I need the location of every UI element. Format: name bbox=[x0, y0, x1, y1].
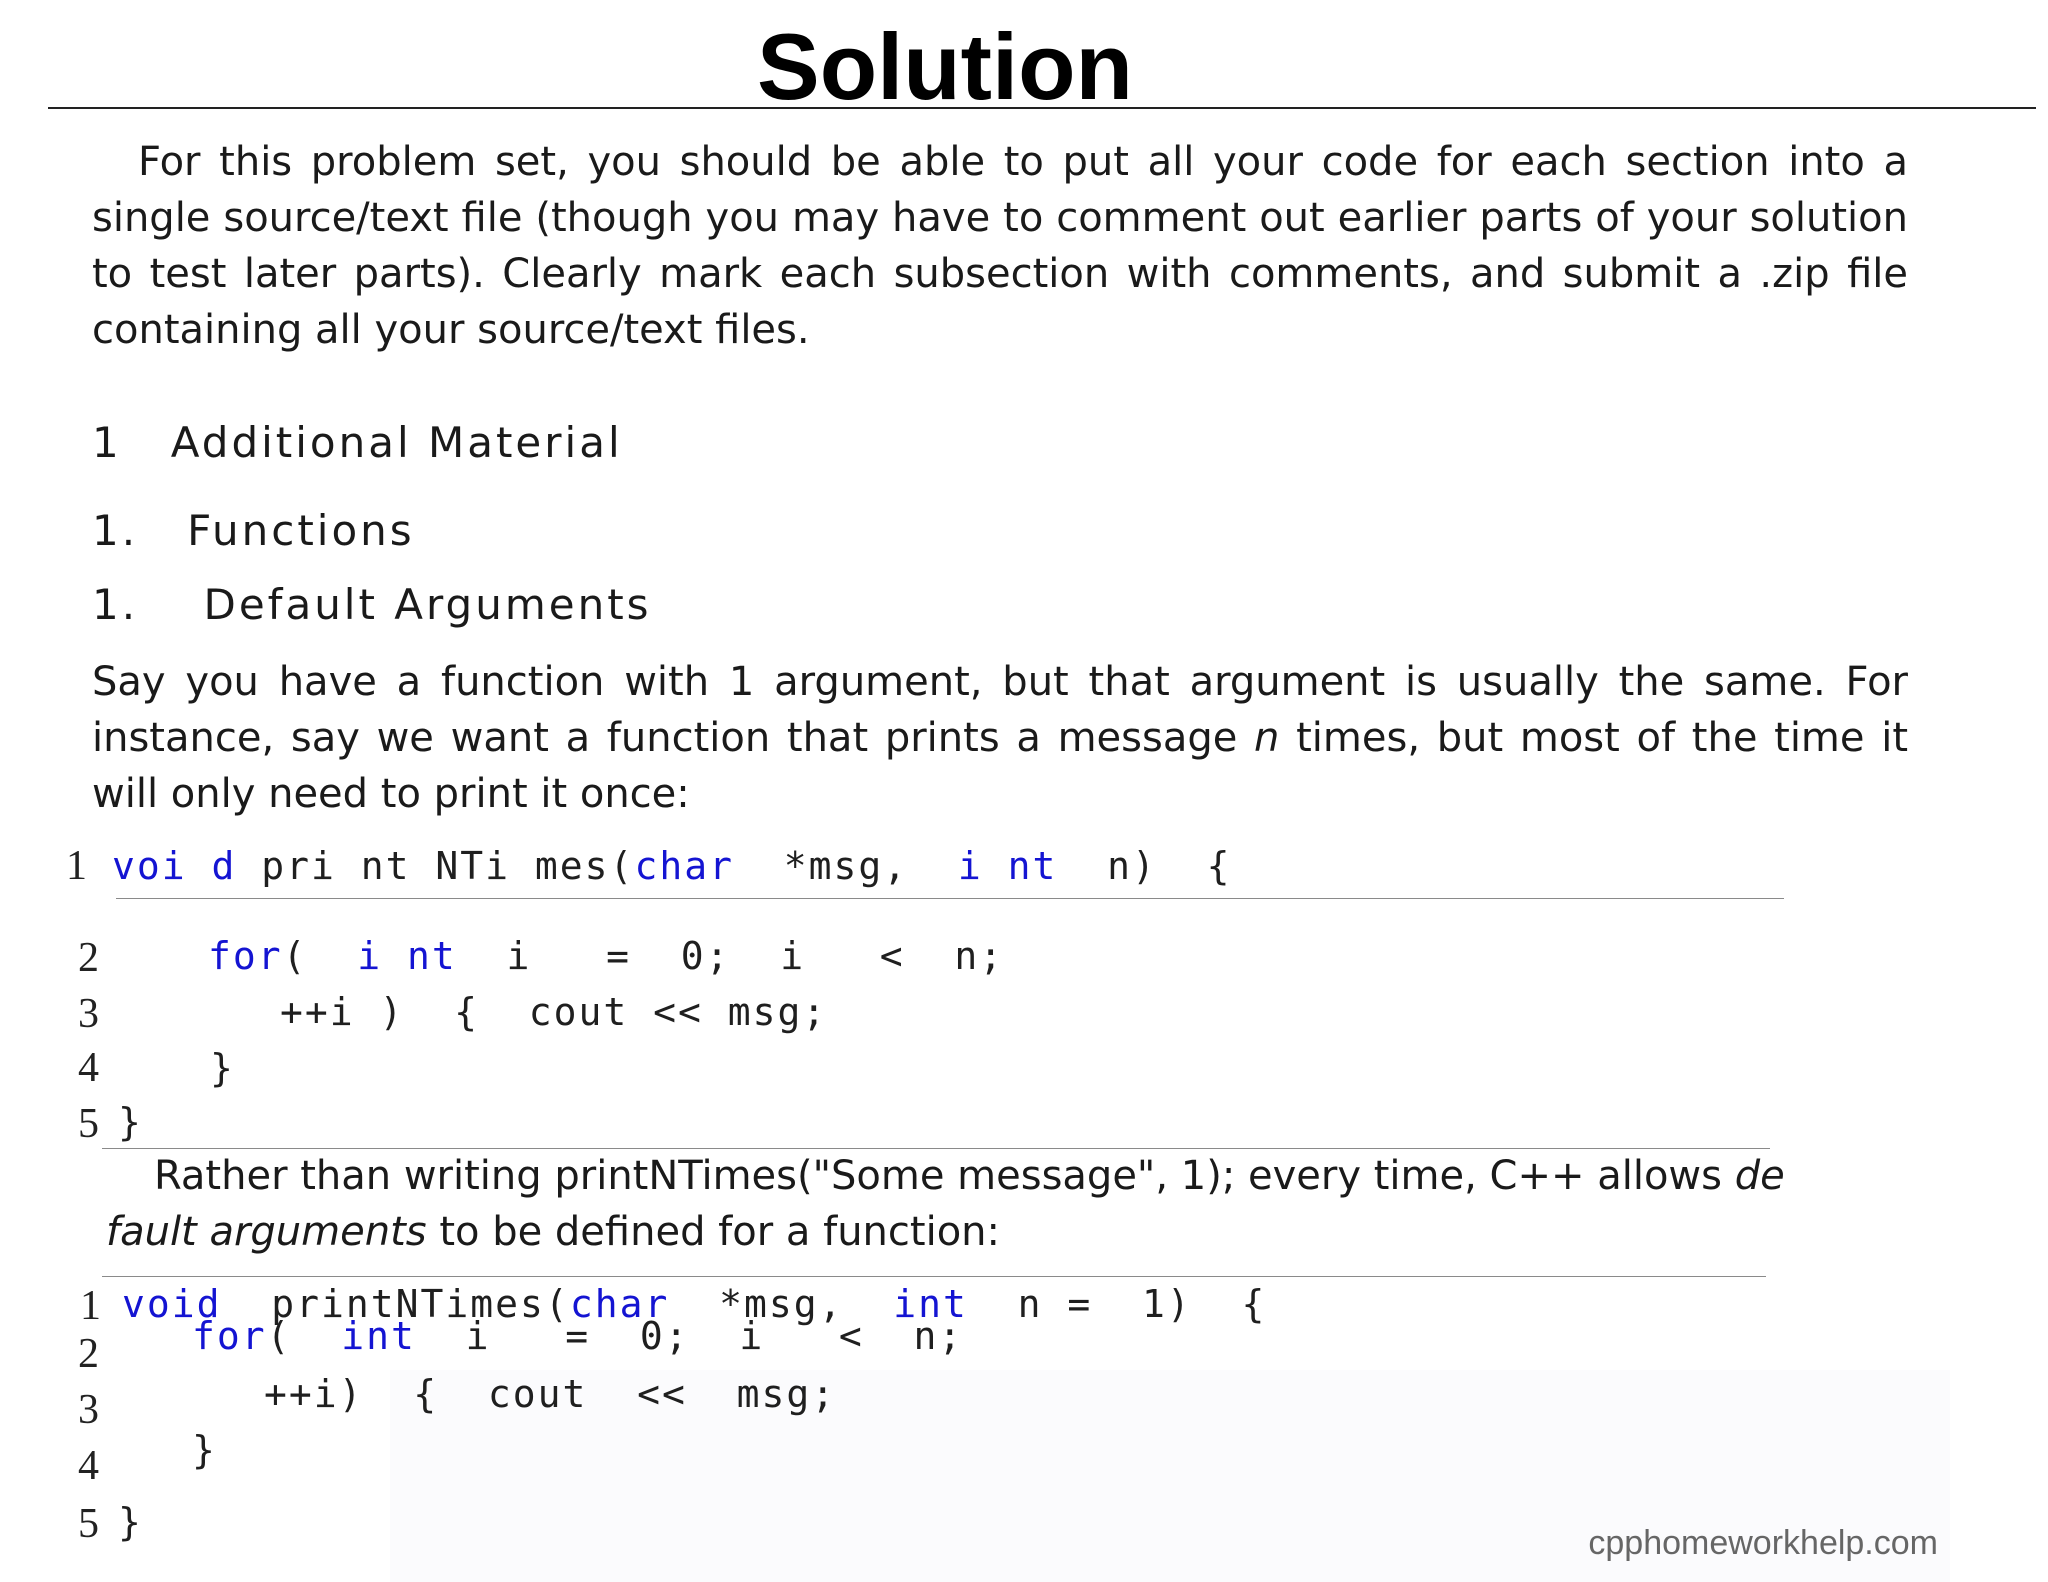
code-text: ( bbox=[282, 934, 358, 978]
section-number: 1 bbox=[92, 418, 122, 467]
code-text: printNTimes( bbox=[221, 1282, 570, 1326]
keyword: i nt bbox=[957, 844, 1058, 888]
keyword: void bbox=[122, 1282, 222, 1326]
subsubsection-heading bbox=[92, 580, 652, 629]
paragraph-text: to be defined for a function: bbox=[426, 1209, 1000, 1255]
keyword: char bbox=[634, 844, 734, 888]
keyword: int bbox=[341, 1314, 416, 1358]
code-rule bbox=[116, 898, 1784, 899]
line-number: 2 bbox=[78, 935, 99, 981]
code-text: *msg, bbox=[669, 1282, 894, 1326]
emphasis-term: de fault arguments bbox=[106, 1153, 1785, 1255]
keyword: char bbox=[569, 1282, 670, 1326]
paragraph-text: Say you have a function with 1 argument, but that argument is usually the same. For instance, say we want a function that prints a message bbox=[92, 659, 1908, 761]
code-line bbox=[192, 1314, 963, 1358]
keyword: for bbox=[192, 1314, 267, 1358]
intro-paragraph: For this problem set, you should be able to put all your code for each section into a single source/text file (though you may have to comment out earlier parts of your solution to test later parts). Clearly mark each subsection with comments, and submit a .zip file containing all your source/text files. bbox=[92, 139, 1908, 353]
code-line bbox=[208, 934, 1004, 978]
keyword: i nt bbox=[357, 934, 457, 978]
paragraph-text: times, but most of the time it will only need to print it once: bbox=[92, 715, 1908, 817]
code-line: } bbox=[118, 1500, 143, 1544]
code-text: i = 0; i < n; bbox=[456, 934, 1005, 978]
code-line: } bbox=[192, 1428, 217, 1472]
section-heading bbox=[92, 418, 623, 467]
line-number: 5 bbox=[78, 1101, 99, 1147]
code-text: *msg, bbox=[733, 844, 958, 888]
code-line: } bbox=[118, 1100, 143, 1144]
subsubsection-title: Default Arguments bbox=[203, 580, 652, 629]
line-number: 4 bbox=[78, 1045, 99, 1091]
variable-n: n bbox=[1254, 715, 1280, 761]
code-line bbox=[112, 844, 1232, 888]
line-number: 2 bbox=[78, 1331, 99, 1377]
keyword: voi d bbox=[112, 844, 237, 888]
section-title: Additional Material bbox=[170, 418, 623, 467]
code-text: n) { bbox=[1057, 844, 1232, 888]
keyword: for bbox=[208, 934, 283, 978]
line-number: 1 bbox=[80, 1283, 101, 1329]
line-number: 5 bbox=[78, 1501, 99, 1547]
fault-args-paragraph bbox=[106, 1148, 1806, 1260]
watermark: cpphomeworkhelp.com bbox=[1588, 1524, 1938, 1562]
line-number: 3 bbox=[78, 991, 99, 1037]
code-text: pri nt NTi mes( bbox=[236, 844, 635, 888]
default-args-paragraph bbox=[92, 654, 1908, 822]
paragraph-text: Rather than writing printNTimes("Some message", 1); every time, C++ allows bbox=[154, 1153, 1735, 1199]
keyword: int bbox=[893, 1282, 968, 1326]
title-divider bbox=[48, 107, 2036, 109]
page-title: Solution bbox=[757, 14, 1133, 119]
code-line: ++i) { cout << msg; bbox=[264, 1372, 837, 1416]
line-number: 1 bbox=[66, 843, 87, 889]
subsection-heading bbox=[92, 506, 415, 555]
code-text: n = 1) { bbox=[967, 1282, 1267, 1326]
code-line: ++i ) { cout << msg; bbox=[280, 990, 828, 1034]
subsection-number: 1. bbox=[92, 506, 139, 555]
subsection-title: Functions bbox=[187, 506, 415, 555]
line-number: 4 bbox=[78, 1443, 99, 1489]
code-line: } bbox=[210, 1046, 235, 1090]
subsubsection-number: 1. bbox=[92, 580, 139, 629]
code-text: i = 0; i < n; bbox=[415, 1314, 964, 1358]
code-rule bbox=[102, 1276, 1766, 1277]
code-text: ( bbox=[266, 1314, 342, 1358]
line-number: 3 bbox=[78, 1387, 99, 1433]
